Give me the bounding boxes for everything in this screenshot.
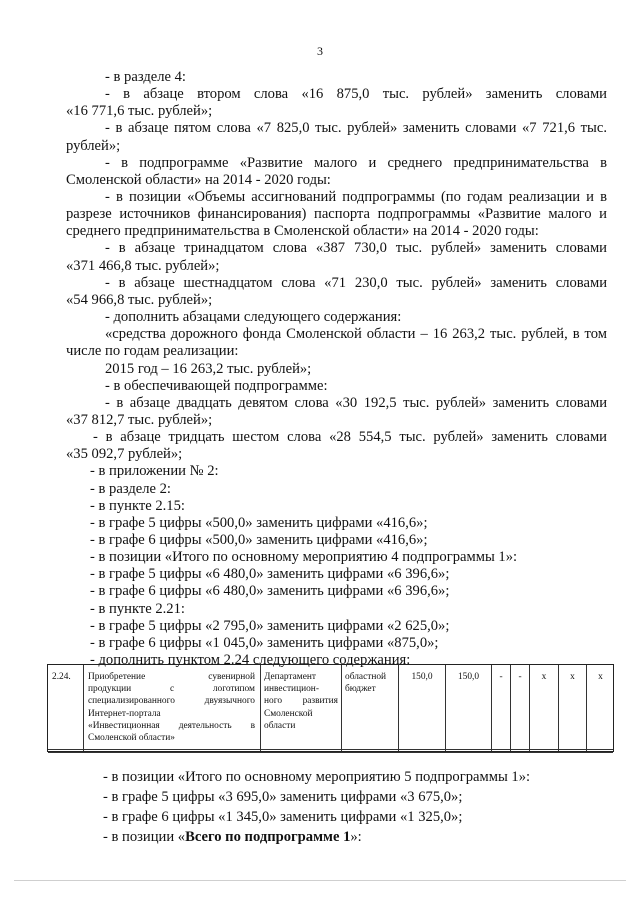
text-line: - в графе 5 цифры «500,0» заменить цифрами «416,6»; <box>90 514 428 531</box>
text-line: - в абзаце тридцать шестом слова «28 554,5 тыс. рублей» заменить словами <box>93 429 607 446</box>
text-line: - в приложении № 2: <box>90 463 219 480</box>
text-line: - в графе 5 цифры «2 795,0» заменить цифрами «2 625,0»; <box>90 617 450 634</box>
text-line: «371 466,8 тыс. рублей»; <box>66 257 220 274</box>
text-line: - в обеспечивающей подпрограмме: <box>105 377 328 394</box>
text-line: - в пункте 2.15: <box>90 497 185 514</box>
text-line: среднего предпринимательства в Смоленской области» на 2014 - 2020 годы: <box>66 223 539 240</box>
table-row-name: Приобретение сувенирной продукции с логотипом специализированного двуязычного Интернет-портала «Инвестиционная деятельность в Смоленской области» <box>88 672 255 744</box>
table-row-year3: - <box>518 672 522 682</box>
text-line: - в графе 6 цифры «1 345,0» заменить цифрами «1 325,0»; <box>103 809 463 825</box>
table-row-year2: - <box>499 672 503 682</box>
text-line: «средства дорожного фонда Смоленской области – 16 263,2 тыс. рублей, в том <box>105 326 607 343</box>
table-row-x2: x <box>570 672 575 682</box>
text-line: - в графе 6 цифры «500,0» заменить цифрами «416,6»; <box>90 531 428 548</box>
text-line: Смоленской области» на 2014 - 2020 годы: <box>66 171 331 188</box>
text-line: - в абзаце пятом слова «7 825,0 тыс. рублей» заменить словами «7 721,6 тыс. <box>105 120 607 137</box>
amendment-table <box>47 664 614 752</box>
table-row-source: областной бюджет <box>345 672 387 695</box>
text-line-last: - в позиции «Всего по подпрограмме 1»: <box>103 829 362 845</box>
table-row-executor: Департамент инвестицион- ного развития Смоленской области <box>264 672 338 731</box>
text-line: - в позиции «Итого по основному мероприятию 5 подпрограммы 1»: <box>103 769 531 785</box>
text-line: - в графе 5 цифры «6 480,0» заменить цифрами «6 396,6»; <box>90 566 450 583</box>
text-line: - в позиции «Объемы ассигнований подпрограммы (по годам реализации и в <box>105 189 607 206</box>
text-line: «54 966,8 тыс. рублей»; <box>66 291 213 308</box>
text-line: разрезе источников финансирования) паспорта подпрограммы «Развитие малого и <box>66 206 607 223</box>
table-row-total: 150,0 <box>411 672 433 682</box>
text-line: 2015 год – 16 263,2 тыс. рублей»; <box>105 360 312 377</box>
text-line: рублей»; <box>66 137 121 154</box>
text-line: - в позиции «Итого по основному мероприятию 4 подпрограммы 1»: <box>90 549 518 566</box>
table-row-year1: 150,0 <box>457 672 480 682</box>
text-line: «16 771,6 тыс. рублей»; <box>66 103 213 120</box>
text-line: - в графе 5 цифры «3 695,0» заменить цифрами «3 675,0»; <box>103 789 463 805</box>
text-line: - в абзаце шестнадцатом слова «71 230,0 тыс. рублей» заменить словами <box>105 274 607 291</box>
scan-edge-line <box>14 880 626 881</box>
text-line: - в абзаце втором слова «16 875,0 тыс. рублей» заменить словами <box>105 86 607 103</box>
text-line: - дополнить абзацами следующего содержания: <box>105 309 402 326</box>
text-line: - в абзаце двадцать девятом слова «30 192,5 тыс. рублей» заменить словами <box>105 394 607 411</box>
text-line: - в подпрограмме «Развитие малого и среднего предпринимательства в <box>105 154 607 171</box>
text-line: «37 812,7 тыс. рублей»; <box>66 411 213 428</box>
text-line: - в абзаце тринадцатом слова «387 730,0 тыс. рублей» заменить словами <box>105 240 607 257</box>
table-row-x1: x <box>541 672 547 682</box>
text-line: - в разделе 4: <box>105 69 186 85</box>
text-line: - в графе 6 цифры «1 045,0» заменить цифрами «875,0»; <box>90 634 439 651</box>
text-line: «35 092,7 рублей»; <box>66 446 183 463</box>
text-line: - в графе 6 цифры «6 480,0» заменить цифрами «6 396,6»; <box>90 583 450 600</box>
text-line: числе по годам реализации: <box>66 343 239 360</box>
text-line: - в разделе 2: <box>90 480 171 497</box>
table-row-x3: x <box>598 672 603 682</box>
table-row-number: 2.24. <box>52 672 71 682</box>
text-line: - дополнить пунктом 2.24 следующего содержания: <box>90 652 411 668</box>
page-number: 3 <box>317 44 323 58</box>
text-line: - в пункте 2.21: <box>90 600 185 617</box>
